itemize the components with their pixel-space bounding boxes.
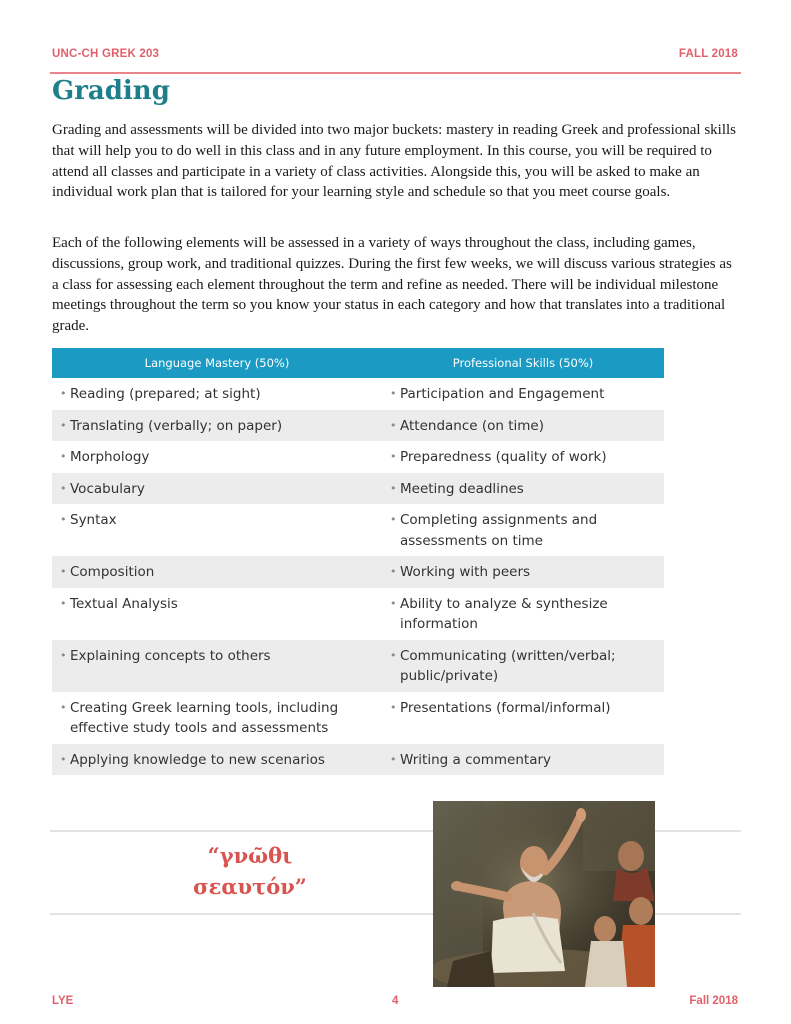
- bullet-item: [60, 510, 374, 531]
- professional-skills-cell: [382, 410, 664, 442]
- header-course: UNC-CH GREK 203: [52, 48, 160, 60]
- bullet-item: [390, 646, 656, 687]
- bullet-text: Ability to analyze & synthesize information: [400, 595, 608, 632]
- intro-paragraph: Grading and assessments will be divided into two major buckets: mastery in reading Greek and professional skills that will help you to do well in this class and in any future employment. In this course, you will be required to attend all classes and participate in a variety of class activities. Alongside this, you will be asked to make an individual work plan that is tailored for your learning style and schedule so that you meet course goals.: [52, 122, 737, 201]
- professional-skills-cell: [382, 504, 664, 556]
- bullet-text: Communicating (written/verbal; public/private): [400, 647, 616, 684]
- bullet-icon: •: [390, 596, 397, 610]
- language-mastery-cell: [52, 588, 382, 640]
- footer-term: Fall 2018: [689, 995, 738, 1007]
- bullet-text: Textual Analysis: [70, 595, 178, 612]
- table-row: [52, 441, 664, 473]
- bullet-icon: •: [60, 481, 67, 495]
- language-mastery-cell: [52, 504, 382, 556]
- bullet-icon: •: [60, 596, 67, 610]
- bullet-text: Preparedness (quality of work): [400, 449, 607, 465]
- bullet-item: [390, 562, 656, 583]
- bullet-icon: •: [60, 565, 67, 578]
- table-row: [52, 504, 664, 556]
- bullet-text: Creating Greek learning tools, including effective study tools and assessments: [70, 699, 339, 736]
- table-row: [52, 640, 664, 692]
- bullet-item: [390, 416, 656, 437]
- bullet-item: [390, 750, 656, 771]
- bullet-icon: •: [60, 513, 67, 526]
- bullet-text: Explaining concepts to others: [70, 647, 271, 664]
- table-row: [52, 378, 664, 410]
- column-header-professional-skills: Professional Skills (50%): [382, 348, 664, 378]
- table-row: [52, 744, 664, 776]
- assessment-paragraph: Each of the following elements will be assessed in a variety of ways throughout the class, including games, discussions, group work, and traditional quizzes. During the first few weeks, we will discuss various strategies as a class for assessing each element throughout the term and refine as needed. There will be individual milestone meetings throughout the term so you know your status in each category and how that translates into a traditional grade.: [52, 235, 732, 335]
- bullet-item: [60, 447, 374, 468]
- bullet-text: Syntax: [70, 512, 117, 528]
- professional-skills-cell: [382, 378, 664, 410]
- language-mastery-cell: [52, 410, 382, 442]
- bullet-text: Working with peers: [400, 564, 531, 580]
- bullet-icon: •: [60, 700, 67, 714]
- grading-table-body: [52, 378, 664, 775]
- bullet-icon: •: [60, 418, 67, 432]
- bullet-icon: •: [390, 700, 397, 714]
- bullet-text: Morphology: [70, 449, 150, 465]
- bullet-icon: •: [390, 565, 397, 578]
- bullet-item: [60, 416, 374, 437]
- grading-table: [52, 348, 664, 775]
- table-row: [52, 556, 664, 588]
- bullet-item: [390, 510, 656, 551]
- bullet-text: Meeting deadlines: [400, 480, 524, 497]
- professional-skills-cell: [382, 588, 664, 640]
- bullet-item: [390, 479, 656, 500]
- bullet-item: [60, 562, 374, 583]
- language-mastery-cell: [52, 744, 382, 776]
- bullet-icon: •: [60, 450, 67, 463]
- bullet-item: [60, 479, 374, 500]
- table-row: [52, 692, 664, 744]
- table-row: [52, 473, 664, 505]
- bullet-item: [60, 646, 374, 667]
- bullet-text: Participation and Engagement: [400, 386, 605, 402]
- table-row: [52, 410, 664, 442]
- header-term: FALL 2018: [678, 48, 738, 60]
- bullet-item: [60, 750, 374, 771]
- bullet-text: Composition: [70, 564, 155, 580]
- bullet-text: Vocabulary: [70, 480, 145, 497]
- language-mastery-cell: [52, 441, 382, 473]
- bullet-icon: •: [390, 648, 397, 662]
- professional-skills-cell: [382, 692, 664, 744]
- bullet-item: [60, 594, 374, 615]
- language-mastery-cell: [52, 692, 382, 744]
- column-header-language-mastery: Language Mastery (50%): [52, 348, 382, 378]
- professional-skills-cell: [382, 744, 664, 776]
- bullet-item: [60, 698, 374, 739]
- bullet-icon: •: [390, 513, 397, 526]
- bullet-text: Reading (prepared; at sight): [70, 386, 261, 402]
- bullet-item: [390, 447, 656, 468]
- bullet-icon: •: [390, 481, 397, 495]
- professional-skills-cell: [382, 640, 664, 692]
- bullet-text: Translating (verbally; on paper): [70, 417, 283, 434]
- bullet-text: Completing assignments and assessments on time: [400, 512, 598, 549]
- table-header-row: [52, 348, 664, 378]
- bullet-icon: •: [390, 418, 397, 432]
- professional-skills-cell: [382, 473, 664, 505]
- professional-skills-cell: [382, 441, 664, 473]
- table-row: [52, 588, 664, 640]
- language-mastery-cell: [52, 378, 382, 410]
- bullet-text: Writing a commentary: [400, 751, 552, 768]
- bullet-item: [390, 698, 656, 719]
- header-divider: [50, 72, 741, 74]
- bullet-text: Attendance (on time): [400, 417, 545, 434]
- language-mastery-cell: [52, 640, 382, 692]
- greek-quote: “γνῶθι σεαυτόν”: [193, 843, 307, 899]
- language-mastery-cell: [52, 556, 382, 588]
- bullet-item: [60, 384, 374, 405]
- bullet-icon: •: [390, 450, 397, 463]
- bullet-item: [390, 384, 656, 405]
- page-title: Grading: [52, 76, 170, 106]
- language-mastery-cell: [52, 473, 382, 505]
- bullet-icon: •: [60, 387, 67, 400]
- footer-author: LYE: [52, 995, 74, 1007]
- socrates-painting-image: [433, 801, 655, 987]
- bullet-icon: •: [60, 752, 67, 766]
- bullet-icon: •: [390, 752, 397, 766]
- bullet-text: Presentations (formal/informal): [400, 699, 611, 716]
- professional-skills-cell: [382, 556, 664, 588]
- bullet-text: Applying knowledge to new scenarios: [70, 751, 325, 768]
- bullet-icon: •: [390, 387, 397, 400]
- bullet-item: [390, 594, 656, 635]
- page-number: 4: [392, 995, 399, 1007]
- bullet-icon: •: [60, 648, 67, 662]
